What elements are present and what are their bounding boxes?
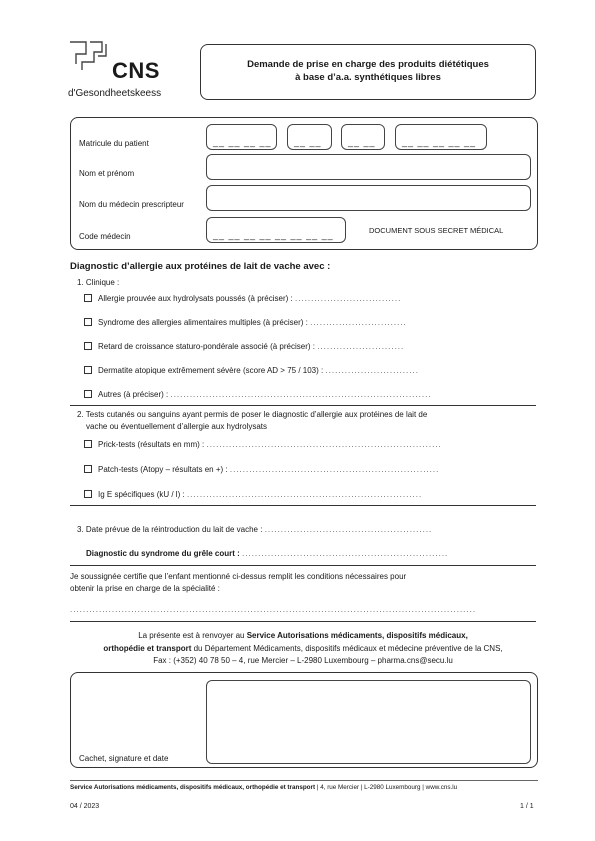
reintroduction-date[interactable]: 3. Date prévue de la réintroduction du lait de vache : .................................................... (77, 525, 433, 534)
footer-rule (70, 780, 538, 781)
title-line-1: Demande de prise en charge des produits diététiques (247, 59, 489, 70)
footer-service: Service Autorisations médicaments, dispositifs médicaux, orthopédie et transport | 4, rue Mercier | L-2980 Luxembourg | www.cns.lu (70, 784, 458, 791)
matricule-field-2[interactable]: __ __ (287, 124, 332, 150)
divider (70, 565, 536, 566)
cns-logo (68, 40, 178, 102)
divider (70, 505, 536, 506)
matricule-label: Matricule du patient (79, 139, 149, 148)
matricule-field-1[interactable]: __ __ __ __ (206, 124, 277, 150)
tests-item-1[interactable]: Prick-tests (résultats en mm) : ......................................................................... (84, 440, 442, 449)
checkbox[interactable] (84, 390, 92, 398)
cns-logo-icon (68, 40, 114, 72)
checkbox[interactable] (84, 318, 92, 326)
tests-item-3[interactable]: Ig E spécifiques (kU / l) : ......................................................................... (84, 490, 422, 499)
divider (70, 621, 536, 622)
clinique-item-5[interactable]: Autres (à préciser) : ................................................................................. (84, 390, 432, 399)
medecin-field[interactable] (206, 185, 531, 211)
nom-prenom-label: Nom et prénom (79, 169, 135, 178)
code-medecin-field[interactable]: __ __ __ __ __ __ __ __ (206, 217, 346, 243)
code-medecin-label: Code médecin (79, 232, 131, 241)
certification-line-1: Je soussignée certifie que l’enfant mentionné ci-dessus remplit les conditions nécessaires pour (70, 572, 407, 581)
tests-label-1: 2. Tests cutanés ou sanguins ayant permis de poser le diagnostic d’allergie aux protéines de lait de (77, 410, 428, 419)
checkbox[interactable] (84, 342, 92, 350)
checkbox[interactable] (84, 465, 92, 473)
certification-dotted-line[interactable]: .............................................................................................................................. (70, 605, 477, 614)
diagnostic-heading: Diagnostic d’allergie aux protéines de lait de vache avec : (70, 261, 331, 272)
clinique-label: 1. Clinique : (77, 278, 120, 287)
signature-box (70, 672, 538, 768)
footer-date: 04 / 2023 (70, 803, 100, 810)
tests-label-2: vache ou éventuellement d’allergie aux hydrolysats (86, 422, 267, 431)
title-box (200, 44, 536, 100)
return-info: La présente est à renvoyer au Service Autorisations médicaments, dispositifs médicaux, orthopédie et transport du Département Médicaments, dispositifs médicaux et médecine préventive de la CNS, Fax : (+352) 40 78 50 – 4, rue Mercier – L-2980 Luxembourg – pharma.cns@secu.lu (103, 631, 503, 665)
nom-prenom-field[interactable] (206, 154, 531, 180)
medecin-label: Nom du médecin prescripteur (79, 200, 184, 209)
secret-note: DOCUMENT SOUS SECRET MÉDICAL (369, 226, 504, 235)
checkbox[interactable] (84, 366, 92, 374)
matricule-field-4[interactable]: __ __ __ __ __ (395, 124, 487, 150)
signature-field[interactable] (206, 680, 531, 764)
checkbox[interactable] (84, 440, 92, 448)
tests-item-2[interactable]: Patch-tests (Atopy – résultats en +) : ................................................................. (84, 465, 439, 474)
logo-text: CNS (112, 58, 160, 83)
checkbox[interactable] (84, 294, 92, 302)
clinique-item-3[interactable]: Retard de croissance staturo-pondérale associé (à préciser) : ........................... (84, 342, 404, 351)
logo-subtitle: d'Gesondheetskeess (68, 88, 162, 99)
patient-info-box (70, 117, 538, 250)
divider (70, 405, 536, 406)
title-line-2: à base d’a.a. synthétiques libres (295, 72, 441, 83)
page-number: 1 / 1 (520, 803, 534, 810)
grele-court-diagnostic[interactable]: Diagnostic du syndrome du grêle court : ................................................................ (86, 549, 449, 558)
clinique-item-4[interactable]: Dermatite atopique extrêmement sévère (score AD > 75 / 103) : ............................. (84, 366, 419, 375)
clinique-item-1[interactable]: Allergie prouvée aux hydrolysats poussés (à préciser) : ................................. (84, 294, 401, 303)
checkbox[interactable] (84, 490, 92, 498)
clinique-item-2[interactable]: Syndrome des allergies alimentaires multiples (à préciser) : .............................. (84, 318, 407, 327)
signature-label: Cachet, signature et date (79, 754, 169, 763)
matricule-field-3[interactable]: __ __ (341, 124, 385, 150)
certification-line-2: obtenir la prise en charge de la spécialité : (70, 584, 220, 593)
